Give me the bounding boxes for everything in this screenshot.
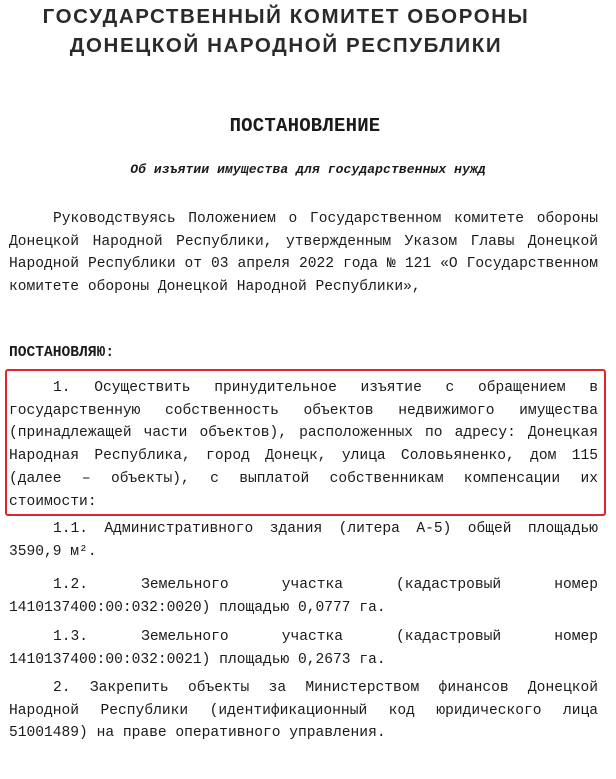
decree-label: ПОСТАНОВЛЯЮ: [9, 345, 115, 361]
decree-item-1-2 [9, 574, 598, 619]
item-text: Закрепить объекты за Министерством финансов Донецкой Народной Республики (идентификационный код юридического лица 51001489) на праве оперативного управления. [9, 680, 598, 742]
item-number: 2. [53, 680, 71, 696]
authority-name-line-2: ДОНЕЦКОЙ НАРОДНОЙ РЕСПУБЛИКИ [69, 34, 503, 57]
decree-item-2 [9, 677, 598, 745]
decree-item-1-1 [9, 518, 598, 563]
item-text: Земельного участка (кадастровый номер 1410137400:00:032:0021) площадью 0,2673 га. [9, 629, 598, 668]
item-text: Земельного участка (кадастровый номер 1410137400:00:032:0020) площадью 0,0777 га. [9, 577, 598, 616]
item-number: 1.2. [53, 577, 89, 593]
document-subject: Об изъятии имущества для государственных нужд [130, 162, 486, 177]
decree-item-1 [9, 377, 598, 513]
issuing-authority-header [0, 2, 594, 60]
item-text: Административного здания (литера А-5) общей площадью 3590,9 м². [9, 521, 598, 560]
item-text: Осуществить принудительное изъятие с обращением в государственную собственность объектов недвижимого имущества (принадлежащей части объектов), расположенных по адресу: Донецкая Народная Республика, город Донецк, улица Соловьяненко, дом 115 (далее – объекты), с выплатой собственникам компенсации их стоимости: [9, 380, 598, 510]
item-number: 1.1. [53, 521, 89, 537]
authority-name-line-1: ГОСУДАРСТВЕННЫЙ КОМИТЕТ ОБОРОНЫ [42, 5, 530, 28]
item-number: 1.3. [53, 629, 89, 645]
preamble-text: Руководствуясь Положением о Государственном комитете обороны Донецкой Народной Республики, утвержденным Указом Главы Донецкой Народной Республики от 03 апреля 2022 года № 121 «О Государственном комитете обороны Донецкой Народной Республики», [9, 211, 598, 296]
document-type-title: ПОСТАНОВЛЕНИЕ [229, 115, 381, 137]
item-number: 1. [53, 380, 71, 396]
preamble-paragraph [9, 208, 598, 299]
decree-item-1-3 [9, 626, 598, 671]
